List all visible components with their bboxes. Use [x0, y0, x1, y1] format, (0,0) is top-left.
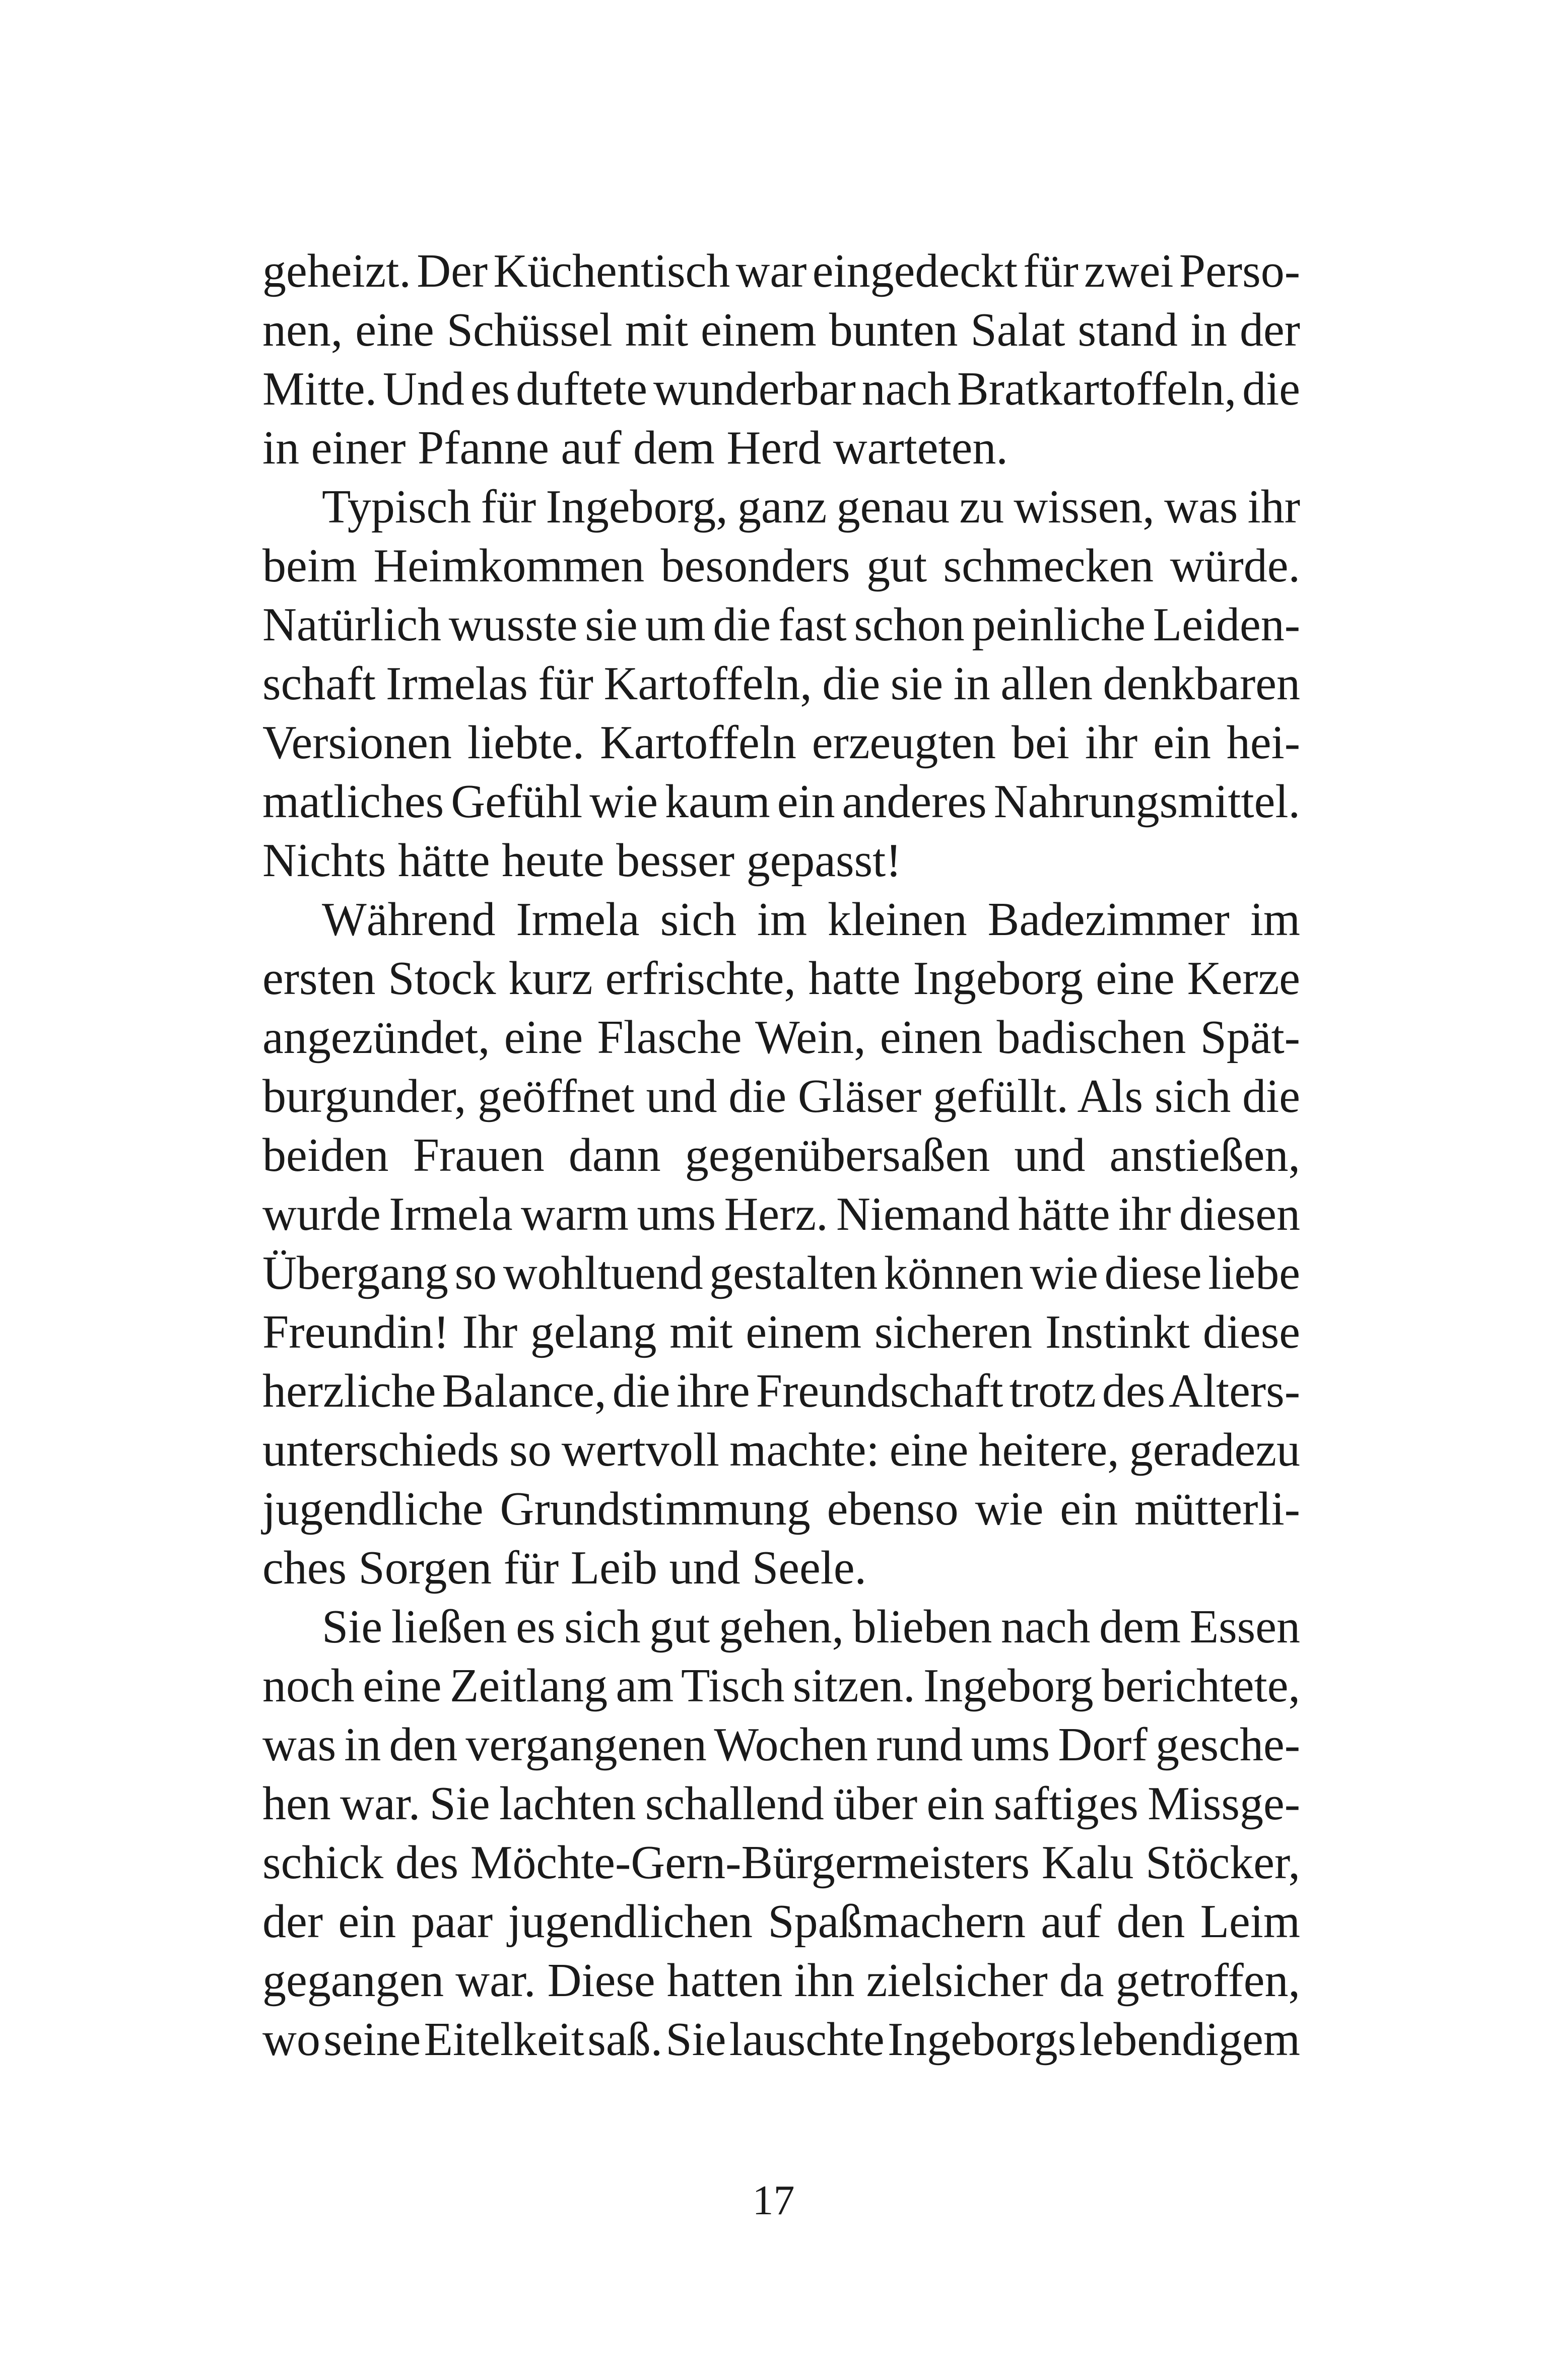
text-line: Natürlich wusste sie um die fast schon peinliche Leiden- [262, 599, 1300, 651]
text-line: noch eine Zeitlang am Tisch sitzen. Ingeborg berichtete, [262, 1660, 1300, 1712]
text-line: geheizt. Der Küchentisch war eingedeckt für zwei Perso- [262, 245, 1300, 297]
text-line: herzliche Balance, die ihre Freundschaft trotz des Alters- [262, 1365, 1300, 1417]
paragraph-2 [262, 478, 1300, 890]
text-line: hen war. Sie lachten schallend über ein saftiges Missge- [262, 1777, 1300, 1830]
text-line: jugendliche Grundstimmung ebenso wie ein mütterli- [262, 1483, 1300, 1535]
text-line: wo seine Eitelkeit saß. Sie lauschte Ingeborgs lebendigem [262, 2013, 1300, 2066]
text-line: ches Sorgen für Leib und Seele. [262, 1542, 867, 1594]
text-line: der ein paar jugendlichen Spaßmachern auf den Leim [262, 1895, 1300, 1948]
text-line: Typisch für Ingeborg, ganz genau zu wissen, was ihr [322, 481, 1300, 533]
text-line: Übergang so wohltuend gestalten können wie diese liebe [262, 1247, 1300, 1299]
text-line: schaft Irmelas für Kartoffeln, die sie in allen denkbaren [262, 657, 1300, 710]
page-number: 17 [752, 2177, 795, 2224]
text-line: nen, eine Schüssel mit einem bunten Salat stand in der [262, 304, 1300, 356]
text-line: ersten Stock kurz erfrischte, hatte Ingeborg eine Kerze [262, 952, 1300, 1005]
text-line: beim Heimkommen besonders gut schmecken würde. [262, 540, 1300, 592]
text-line: Sie ließen es sich gut gehen, blieben nach dem Essen [322, 1601, 1300, 1653]
paragraph-4 [262, 1598, 1300, 2069]
paragraph-1 [262, 242, 1300, 478]
text-line: unterschieds so wertvoll machte: eine heitere, geradezu [262, 1424, 1300, 1476]
text-line: in einer Pfanne auf dem Herd warteten. [262, 422, 1008, 474]
text-line: was in den vergangenen Wochen rund ums Dorf gesche- [262, 1718, 1300, 1771]
text-line: matliches Gefühl wie kaum ein anderes Nahrungsmittel. [262, 775, 1300, 828]
body-text [262, 242, 1300, 2069]
text-line: burgunder, geöffnet und die Gläser gefüllt. Als sich die [262, 1070, 1300, 1122]
text-line: Versionen liebte. Kartoffeln erzeugten bei ihr ein hei- [262, 716, 1300, 769]
text-line: Freundin! Ihr gelang mit einem sicheren Instinkt diese [262, 1306, 1300, 1358]
text-line: beiden Frauen dann gegenübersaßen und anstießen, [262, 1129, 1300, 1181]
text-line: wurde Irmela warm ums Herz. Niemand hätte ihr diesen [262, 1188, 1300, 1240]
paragraph-3 [262, 890, 1300, 1598]
text-line: Während Irmela sich im kleinen Badezimmer im [322, 893, 1300, 946]
text-line: Nichts hätte heute besser gepasst! [262, 834, 902, 887]
text-line: schick des Möchte-Gern-Bürgermeisters Kalu Stöcker, [262, 1836, 1300, 1889]
text-line: gegangen war. Diese hatten ihn zielsicher da getroffen, [262, 1954, 1300, 2007]
text-line: angezündet, eine Flasche Wein, einen badischen Spät- [262, 1011, 1300, 1064]
text-line: Mitte. Und es duftete wunderbar nach Bratkartoffeln, die [262, 363, 1300, 415]
